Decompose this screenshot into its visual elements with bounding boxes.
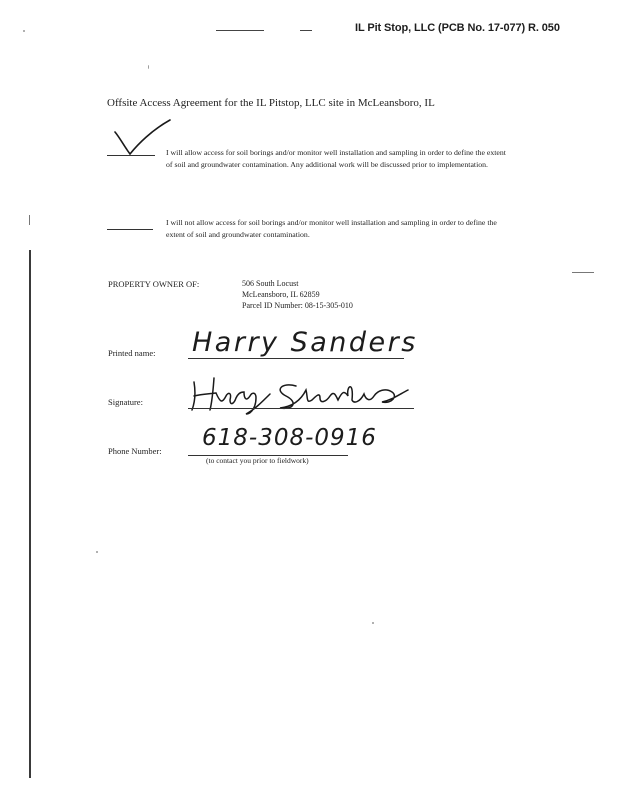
scan-speck	[148, 65, 149, 69]
scan-artifact-rule	[216, 30, 264, 31]
address-street: 506 South Locust	[242, 279, 299, 288]
phone-number-note: (to contact you prior to fieldwork)	[206, 456, 309, 465]
signature-image[interactable]	[186, 372, 416, 416]
deny-checkbox-line[interactable]	[107, 229, 153, 230]
scan-speck	[372, 622, 374, 624]
exhibit-reference: IL Pit Stop, LLC (PCB No. 17-077) R. 050	[355, 22, 560, 34]
scan-artifact-tick	[29, 215, 30, 225]
deny-access-statement: I will not allow access for soil borings and/or monitor well installation and sampling in order to define the extent of soil and groundwater contamination.	[166, 218, 497, 239]
signature-line	[188, 408, 414, 409]
address-city: McLeansboro, IL 62859	[242, 290, 320, 299]
scan-artifact-left-edge	[29, 250, 31, 778]
signature-label: Signature:	[108, 397, 143, 407]
allow-checkbox-line[interactable]	[107, 155, 155, 156]
scan-artifact-rule	[300, 30, 312, 31]
parcel-id: Parcel ID Number: 08-15-305-010	[242, 301, 353, 310]
property-address	[242, 278, 353, 311]
allow-access-statement: I will allow access for soil borings and/or monitor well installation and sampling in order to define the extent of soil and groundwater contamination. Any additional work will be discussed prior to implementation.	[166, 148, 506, 169]
check-mark-icon	[112, 118, 172, 160]
scan-speck	[96, 551, 98, 553]
printed-name-line	[188, 358, 404, 359]
document-title: Offsite Access Agreement for the IL Pitstop, LLC site in McLeansboro, IL	[107, 97, 435, 109]
scan-artifact-mark	[572, 272, 594, 273]
phone-number-value[interactable]: 618-308-0916	[202, 425, 377, 451]
property-owner-label: PROPERTY OWNER OF:	[108, 279, 200, 289]
printed-name-label: Printed name:	[108, 348, 156, 358]
phone-number-label: Phone Number:	[108, 446, 162, 456]
scan-speck	[23, 30, 25, 32]
printed-name-value[interactable]: Harry Sanders	[192, 327, 418, 358]
